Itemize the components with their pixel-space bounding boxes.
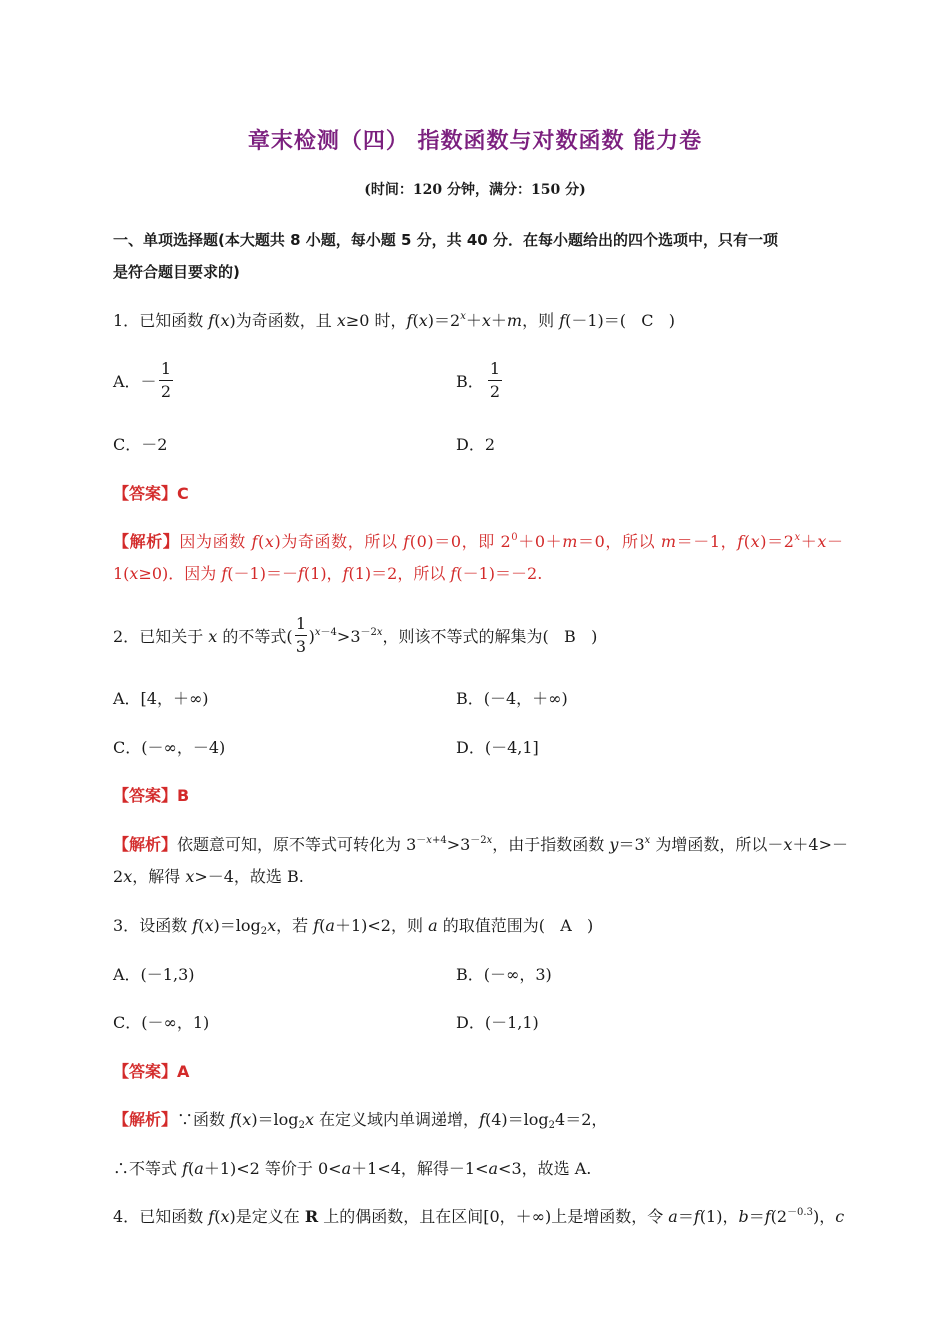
answer-tag: 【答案】 [113, 484, 178, 503]
q3-analysis-line2: ∴不等式 f(a＋1)<2 等价于 0<a＋1<4，解得－1<a<3，故选 A. [113, 1159, 592, 1178]
section-heading-line1: 一、单项选择题(本大题共 8 小题，每小题 5 分，共 40 分．在每小题给出的四个选项中，只有一项 [113, 231, 778, 249]
question-2: 2．已知关于 x 的不等式( )$^{x-4}>3^{-2x}$，则该不等式的解集为( B ) [113, 627, 598, 646]
section-heading-line2: 是符合题目要求的) [113, 263, 240, 281]
question-choice: A [560, 916, 572, 935]
q3-option-c: C．(－∞，1) [113, 1013, 210, 1032]
answer-value: A [177, 1062, 190, 1081]
q2-option-a: A．[4，＋∞) [113, 689, 209, 708]
analysis-tag: 【解析】 [113, 532, 180, 551]
q2-analysis-line2: 2x，解得 x>－4，故选 B. [113, 867, 304, 886]
q3-option-b: B．(－∞，3) [456, 965, 552, 984]
question-4: 4．已知函数 f(x)是定义在 R 上的偶函数，且在区间[0，＋∞)上是增函数，令 a＝f(1)，$b=f(2^{-0.3})$，c [113, 1207, 845, 1226]
answer-value: C [177, 484, 189, 503]
q1-option-a-fraction: 1 2 [160, 359, 172, 401]
analysis-tag: 【解析】 [113, 835, 178, 854]
question-1: 1．已知函数 f(x)为奇函数，且 x≥0 时，$f(x)=2^x+x+m$，则 f(－1)＝( C ) [113, 311, 675, 330]
analysis-tag: 【解析】 [113, 1110, 178, 1129]
q1-option-b: B． [456, 372, 484, 391]
answer-tag: 【答案】 [113, 1062, 178, 1081]
q2-option-c: C．(－∞，－4) [113, 738, 226, 757]
q2-analysis-line1: 【解析】依题意可知，原不等式可转化为 $3^{-x+4}>3^{-2x}$，由于指数函数 $y=3^x$ 为增函数，所以－x＋4>－ [113, 835, 848, 854]
q3-answer [113, 1061, 189, 1083]
q2-fraction: 1 3 [295, 614, 307, 656]
q3-option-d: D．(－1,1) [456, 1013, 539, 1032]
question-choice: B [564, 627, 576, 646]
q3-analysis-line1: 【解析】∵函数 $f(x)=\log_2x$ 在定义域内单调递增，$f(4)=\log_24=2$， [113, 1110, 608, 1131]
q1-option-a: A．－ [113, 372, 157, 391]
q1-option-c: C．－2 [113, 435, 168, 454]
answer-tag: 【答案】 [113, 786, 178, 805]
q1-analysis-line2: 1(x≥0)．因为 f(－1)＝－f(1)，f(1)＝2，所以 f(－1)＝－2. [113, 564, 543, 583]
q2-option-b: B．(－4，＋∞) [456, 689, 568, 708]
q1-option-b-fraction: 1 2 [489, 359, 501, 401]
question-choice: C [641, 311, 654, 330]
q3-option-a: A．(－1,3) [113, 965, 195, 984]
question-number: 2． [113, 627, 140, 646]
q2-option-d: D．(－4,1] [456, 738, 539, 757]
exam-info: (时间：120 分钟，满分：150 分) [364, 182, 586, 198]
question-number: 3． [113, 916, 140, 935]
q2-answer [113, 785, 189, 807]
question-3: 3．设函数 $f(x)=\log_2x$，若 f(a＋1)<2，则 a 的取值范围为( A ) [113, 916, 594, 937]
q1-option-d: D．2 [456, 435, 496, 454]
question-number: 1． [113, 311, 140, 330]
question-number: 4． [113, 1207, 140, 1226]
answer-value: B [177, 786, 190, 805]
q1-answer [113, 483, 189, 505]
page-title: 章末检测（四） 指数函数与对数函数 能力卷 [247, 129, 703, 154]
q1-analysis-line1: 【解析】因为函数 f(x)为奇函数，所以 f(0)＝0，即 $2^0+0+m=0$，所以 m＝－1，$f(x)=2^x+x-$ [113, 532, 844, 551]
